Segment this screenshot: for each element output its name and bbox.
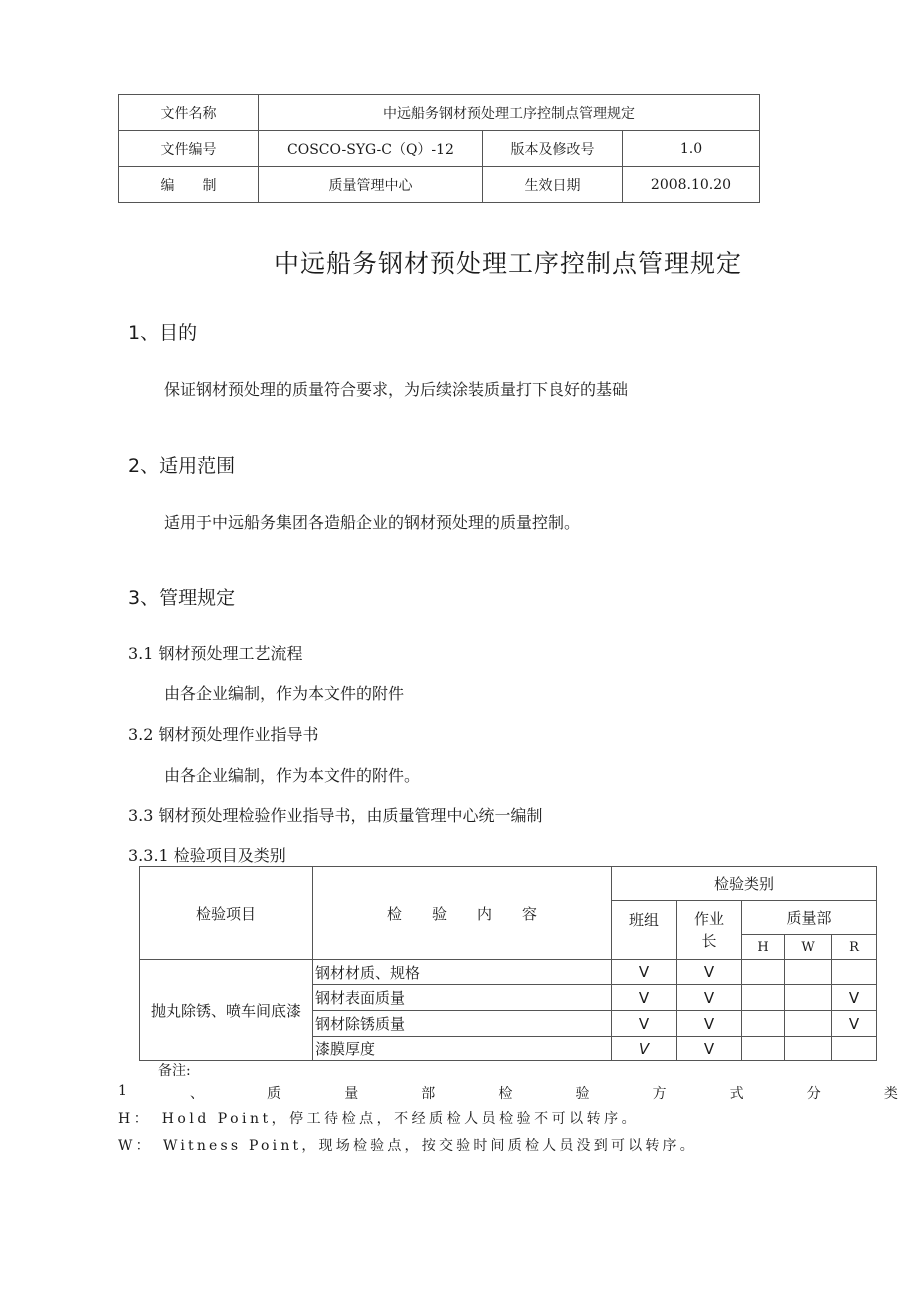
label-file-number: 文件编号 [119,131,259,167]
inspection-header-row-1 [140,867,877,901]
col-foreman-label: 作业长 [693,910,724,950]
label-author: 编 制 [119,167,259,203]
col-r: R [832,935,877,960]
value-file-name: 中远船务钢材预处理工序控制点管理规定 [259,95,760,131]
value-effective-date: 2008.10.20 [623,167,760,203]
section-3-2-heading: 3.2 钢材预处理作业指导书 [128,725,319,744]
notes-line-2: H： Hold Point，停工待检点，不经质检人员检验不可以转序。 [118,1111,640,1127]
label-file-name: 文件名称 [119,95,259,131]
section-2-body: 适用于中远船务集团各造船企业的钢材预处理的质量控制。 [164,513,581,532]
row-team: V [612,960,677,985]
col-inspection-item: 检验项目 [140,867,313,960]
document-header-table [118,94,760,203]
row-r: V [832,985,877,1011]
inspection-item-name: 抛丸除锈、喷车间底漆 [140,960,313,1061]
notes-line-1-char: 1 [118,1083,127,1099]
row-foreman: V [677,960,742,985]
notes-line-1-char: 部 [421,1086,436,1102]
col-foreman [677,901,742,960]
value-author: 质量管理中心 [259,167,483,203]
row-w [785,1037,832,1061]
header-row-author [119,167,760,203]
section-3-2-body: 由各企业编制，作为本文件的附件。 [164,766,421,785]
col-w: W [785,935,832,960]
notes-line-1-char: 方 [652,1086,667,1102]
notes-line-1-char: 、 [190,1086,205,1102]
section-3-heading: 3、管理规定 [128,587,236,609]
row-foreman: V [677,985,742,1011]
notes-line-1-char: 量 [344,1086,359,1102]
col-team: 班组 [612,901,677,960]
notes-line-1 [118,1083,898,1103]
row-team: V [612,1011,677,1037]
row-content: 钢材表面质量 [313,985,612,1011]
row-foreman: V [677,1037,742,1061]
document-title: 中远船务钢材预处理工序控制点管理规定 [273,249,742,278]
row-h [742,1037,785,1061]
col-quality-dept: 质量部 [742,901,877,935]
row-w [785,985,832,1011]
notes-line-3: W： Witness Point，现场检验点，按交验时间质检人员没到可以转序。 [118,1138,697,1154]
row-r [832,960,877,985]
label-effective-date: 生效日期 [483,167,623,203]
row-h [742,1011,785,1037]
row-content: 钢材材质、规格 [313,960,612,985]
value-file-number: COSCO-SYG-C（Q）-12 [259,131,483,167]
label-version: 版本及修改号 [483,131,623,167]
col-inspection-content: 检 验 内 容 [313,867,612,960]
section-1-body: 保证钢材预处理的质量符合要求，为后续涂装质量打下良好的基础 [164,380,629,399]
notes-line-1-char: 类 [883,1086,898,1102]
section-3-1-heading: 3.1 钢材预处理工艺流程 [128,644,303,663]
notes-line-1-char: 质 [267,1086,282,1102]
row-h [742,960,785,985]
row-content: 漆膜厚度 [313,1037,612,1061]
notes-line-1-char: 验 [575,1086,590,1102]
row-h [742,985,785,1011]
notes-label: 备注: [158,1063,191,1079]
section-3-3-heading: 3.3 钢材预处理检验作业指导书，由质量管理中心统一编制 [128,806,543,825]
col-h: H [742,935,785,960]
section-3-1-body: 由各企业编制，作为本文件的附件 [164,684,405,703]
header-row-name [119,95,760,131]
value-version: 1.0 [623,131,760,167]
notes-line-1-char: 分 [806,1086,821,1102]
table-row [140,960,877,985]
section-2-heading: 2、适用范围 [128,455,236,477]
row-r: V [832,1011,877,1037]
notes-line-1-char: 式 [729,1086,744,1102]
section-3-3-1-heading: 3.3.1 检验项目及类别 [128,846,286,865]
row-w [785,1011,832,1037]
row-content: 钢材除锈质量 [313,1011,612,1037]
header-row-number [119,131,760,167]
inspection-table [139,866,877,1061]
col-inspection-category: 检验类别 [612,867,877,901]
row-r [832,1037,877,1061]
notes-line-1-char: 检 [498,1086,513,1102]
row-w [785,960,832,985]
row-team: V [612,1037,677,1061]
row-foreman: V [677,1011,742,1037]
row-team: V [612,985,677,1011]
section-1-heading: 1、目的 [128,322,198,344]
